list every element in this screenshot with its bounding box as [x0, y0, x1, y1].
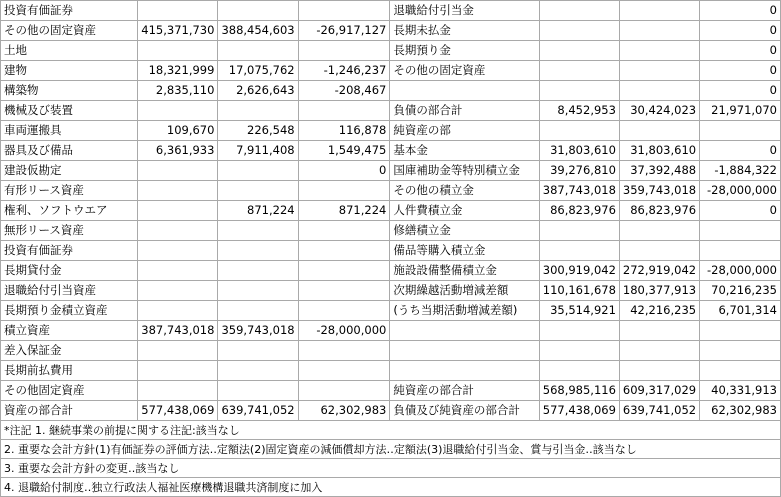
left-value-curr [218, 241, 298, 261]
right-value-prev: 39,276,810 [539, 161, 619, 181]
left-value-curr [218, 181, 298, 201]
right-value-prev [539, 121, 619, 141]
table-row [1, 81, 781, 101]
table-row [1, 41, 781, 61]
right-value-curr [619, 61, 699, 81]
right-value-curr: 37,392,488 [619, 161, 699, 181]
left-label-cell: その他固定資産 [1, 381, 138, 401]
left-value-prev [138, 381, 218, 401]
right-label-cell: 基本金 [390, 141, 539, 161]
right-value-prev [539, 341, 619, 361]
right-value-curr: 30,424,023 [619, 101, 699, 121]
table-row [1, 201, 781, 221]
left-value-prev [138, 361, 218, 381]
left-label-cell: 退職給付引当資産 [1, 281, 138, 301]
right-value-diff [700, 121, 781, 141]
left-label-cell: 長期預り金積立資産 [1, 301, 138, 321]
left-value-prev: 6,361,933 [138, 141, 218, 161]
right-label-cell: 備品等購入積立金 [390, 241, 539, 261]
left-value-diff [298, 41, 390, 61]
table-row [1, 1, 781, 21]
right-value-diff: 40,331,913 [700, 381, 781, 401]
left-label-cell: 権利、ソフトウエア [1, 201, 138, 221]
right-value-curr: 272,919,042 [619, 261, 699, 281]
left-value-curr [218, 161, 298, 181]
right-value-diff: 6,701,314 [700, 301, 781, 321]
table-row [1, 221, 781, 241]
left-value-diff [298, 1, 390, 21]
right-value-prev: 35,514,921 [539, 301, 619, 321]
table-row [1, 21, 781, 41]
right-value-diff [700, 221, 781, 241]
left-value-curr [218, 1, 298, 21]
left-value-diff [298, 361, 390, 381]
right-value-curr [619, 41, 699, 61]
left-label-cell: 構築物 [1, 81, 138, 101]
right-value-diff: 0 [700, 201, 781, 221]
left-value-curr [218, 361, 298, 381]
table-row [1, 141, 781, 161]
note-line: *注記 1. 継続事業の前提に関する注記:該当なし [0, 421, 781, 440]
left-value-prev [138, 201, 218, 221]
note-line: 4. 退職給付制度‥独立行政法人福祉医療機構退職共済制度に加入 [0, 478, 781, 497]
left-value-diff: 0 [298, 161, 390, 181]
table-row [1, 321, 781, 341]
right-value-curr: 639,741,052 [619, 401, 699, 421]
left-value-diff: 62,302,983 [298, 401, 390, 421]
right-value-diff: 0 [700, 1, 781, 21]
right-label-cell [390, 341, 539, 361]
right-label-cell: 負債の部合計 [390, 101, 539, 121]
note-line: 3. 重要な会計方針の変更‥該当なし [0, 459, 781, 478]
right-value-curr: 86,823,976 [619, 201, 699, 221]
left-value-diff [298, 101, 390, 121]
right-value-prev: 110,161,678 [539, 281, 619, 301]
left-label-cell: 有形リース資産 [1, 181, 138, 201]
left-value-prev [138, 41, 218, 61]
left-label-cell: 土地 [1, 41, 138, 61]
right-value-prev: 387,743,018 [539, 181, 619, 201]
right-value-curr [619, 321, 699, 341]
left-value-diff: -1,246,237 [298, 61, 390, 81]
left-value-diff [298, 301, 390, 321]
right-value-diff: 0 [700, 61, 781, 81]
left-value-diff [298, 281, 390, 301]
left-value-prev [138, 101, 218, 121]
left-value-diff [298, 221, 390, 241]
left-value-diff: 116,878 [298, 121, 390, 141]
right-value-diff: 62,302,983 [700, 401, 781, 421]
right-label-cell: 長期預り金 [390, 41, 539, 61]
left-value-curr: 359,743,018 [218, 321, 298, 341]
right-value-curr [619, 21, 699, 41]
left-value-diff: -26,917,127 [298, 21, 390, 41]
left-label-cell: 長期前払費用 [1, 361, 138, 381]
table-row [1, 261, 781, 281]
right-value-diff: -1,884,322 [700, 161, 781, 181]
left-value-prev: 387,743,018 [138, 321, 218, 341]
right-label-cell: 修繕積立金 [390, 221, 539, 241]
left-value-prev [138, 1, 218, 21]
left-value-diff: 871,224 [298, 201, 390, 221]
right-value-prev: 86,823,976 [539, 201, 619, 221]
right-value-prev: 577,438,069 [539, 401, 619, 421]
left-value-diff: -208,467 [298, 81, 390, 101]
left-label-cell: 建設仮勘定 [1, 161, 138, 181]
left-label-cell: 長期貸付金 [1, 261, 138, 281]
left-value-prev [138, 161, 218, 181]
left-value-diff: -28,000,000 [298, 321, 390, 341]
table-row [1, 121, 781, 141]
table-row [1, 161, 781, 181]
table-row [1, 241, 781, 261]
right-value-prev [539, 221, 619, 241]
table-row [1, 61, 781, 81]
right-value-diff [700, 321, 781, 341]
right-label-cell: 人件費積立金 [390, 201, 539, 221]
right-value-curr: 42,216,235 [619, 301, 699, 321]
left-value-diff: 1,549,475 [298, 141, 390, 161]
left-value-prev [138, 341, 218, 361]
left-value-prev: 18,321,999 [138, 61, 218, 81]
left-label-cell: 投資有価証券 [1, 241, 138, 261]
left-value-diff [298, 341, 390, 361]
right-value-prev [539, 241, 619, 261]
right-value-diff: 21,971,070 [700, 101, 781, 121]
note-line: 2. 重要な会計方針(1)有価証券の評価方法‥定額法(2)固定資産の減価償却方法‥定額法(3)退職給付引当金、賞与引当金‥該当なし [0, 440, 781, 459]
right-value-curr: 31,803,610 [619, 141, 699, 161]
left-label-cell: 無形リース資産 [1, 221, 138, 241]
left-value-diff [298, 261, 390, 281]
notes-section [0, 421, 781, 497]
right-value-diff: 0 [700, 81, 781, 101]
left-value-curr [218, 261, 298, 281]
table-row [1, 401, 781, 421]
right-label-cell [390, 321, 539, 341]
left-value-curr [218, 41, 298, 61]
right-value-diff: -28,000,000 [700, 261, 781, 281]
right-value-prev [539, 81, 619, 101]
right-value-diff [700, 341, 781, 361]
right-label-cell: 国庫補助金等特別積立金 [390, 161, 539, 181]
left-label-cell: 機械及び装置 [1, 101, 138, 121]
right-label-cell: 退職給付引当金 [390, 1, 539, 21]
right-value-prev: 31,803,610 [539, 141, 619, 161]
left-value-curr [218, 101, 298, 121]
left-value-curr: 388,454,603 [218, 21, 298, 41]
left-value-curr [218, 221, 298, 241]
left-value-prev: 109,670 [138, 121, 218, 141]
left-label-cell: 差入保証金 [1, 341, 138, 361]
right-label-cell: 純資産の部 [390, 121, 539, 141]
left-value-prev [138, 241, 218, 261]
right-label-cell: 純資産の部合計 [390, 381, 539, 401]
right-value-diff: 0 [700, 21, 781, 41]
right-value-curr [619, 1, 699, 21]
left-label-cell: 積立資産 [1, 321, 138, 341]
right-value-curr: 359,743,018 [619, 181, 699, 201]
right-value-prev [539, 361, 619, 381]
right-value-curr: 609,317,029 [619, 381, 699, 401]
left-value-curr: 2,626,643 [218, 81, 298, 101]
left-value-curr [218, 381, 298, 401]
left-label-cell: 建物 [1, 61, 138, 81]
left-value-prev [138, 281, 218, 301]
table-row [1, 341, 781, 361]
left-value-curr [218, 301, 298, 321]
left-value-curr [218, 281, 298, 301]
right-value-prev [539, 321, 619, 341]
table-row [1, 361, 781, 381]
left-value-prev: 577,438,069 [138, 401, 218, 421]
left-value-diff [298, 241, 390, 261]
table-row [1, 101, 781, 121]
right-value-prev [539, 21, 619, 41]
left-value-curr: 7,911,408 [218, 141, 298, 161]
left-label-cell: 車両運搬具 [1, 121, 138, 141]
left-value-curr: 871,224 [218, 201, 298, 221]
right-value-prev: 300,919,042 [539, 261, 619, 281]
right-value-diff: 70,216,235 [700, 281, 781, 301]
left-value-curr [218, 341, 298, 361]
right-value-prev [539, 41, 619, 61]
right-value-prev: 8,452,953 [539, 101, 619, 121]
table-row [1, 301, 781, 321]
right-value-curr: 180,377,913 [619, 281, 699, 301]
right-label-cell [390, 81, 539, 101]
right-value-curr [619, 81, 699, 101]
left-value-prev [138, 221, 218, 241]
right-value-prev: 568,985,116 [539, 381, 619, 401]
table-row [1, 381, 781, 401]
left-value-prev: 415,371,730 [138, 21, 218, 41]
right-value-curr [619, 121, 699, 141]
left-label-cell: その他の固定資産 [1, 21, 138, 41]
right-label-cell [390, 361, 539, 381]
right-value-prev [539, 61, 619, 81]
left-value-prev [138, 261, 218, 281]
left-value-diff [298, 381, 390, 401]
right-label-cell: (うち当期活動増減差額) [390, 301, 539, 321]
right-label-cell: 施設設備整備積立金 [390, 261, 539, 281]
left-label-cell: 資産の部合計 [1, 401, 138, 421]
right-value-diff: -28,000,000 [700, 181, 781, 201]
table-row [1, 181, 781, 201]
right-value-diff [700, 361, 781, 381]
left-value-prev [138, 181, 218, 201]
left-value-prev: 2,835,110 [138, 81, 218, 101]
left-label-cell: 投資有価証券 [1, 1, 138, 21]
table-row [1, 281, 781, 301]
right-label-cell: その他の固定資産 [390, 61, 539, 81]
right-value-diff [700, 241, 781, 261]
left-value-prev [138, 301, 218, 321]
left-label-cell: 器具及び備品 [1, 141, 138, 161]
right-value-curr [619, 361, 699, 381]
right-label-cell: 負債及び純資産の部合計 [390, 401, 539, 421]
left-value-curr: 226,548 [218, 121, 298, 141]
right-value-diff: 0 [700, 141, 781, 161]
right-value-diff: 0 [700, 41, 781, 61]
right-value-curr [619, 341, 699, 361]
right-value-curr [619, 221, 699, 241]
right-value-prev [539, 1, 619, 21]
left-value-diff [298, 181, 390, 201]
right-label-cell: その他の積立金 [390, 181, 539, 201]
left-value-curr: 639,741,052 [218, 401, 298, 421]
left-value-curr: 17,075,762 [218, 61, 298, 81]
right-value-curr [619, 241, 699, 261]
right-label-cell: 次期繰越活動増減差額 [390, 281, 539, 301]
right-label-cell: 長期未払金 [390, 21, 539, 41]
